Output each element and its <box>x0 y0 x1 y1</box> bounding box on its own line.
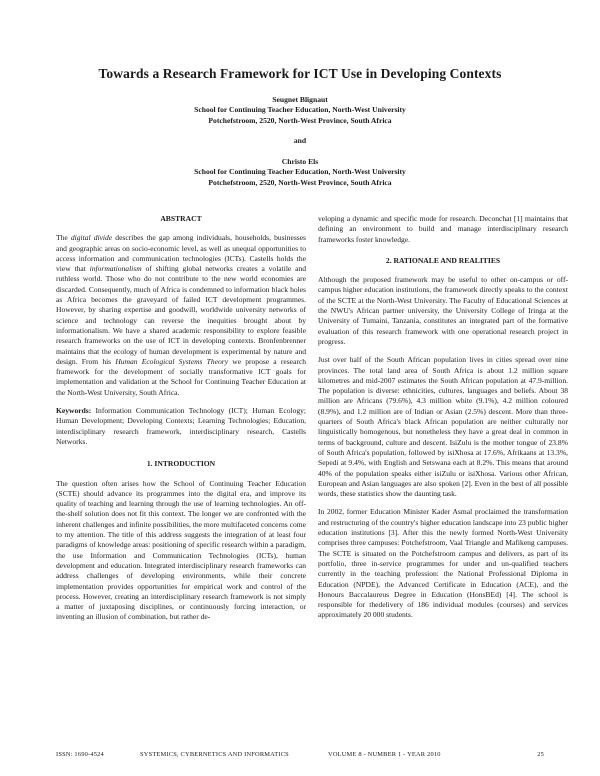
introduction-heading: 1. INTRODUCTION <box>146 459 216 469</box>
author-name: Christo Els <box>281 157 319 166</box>
paper-title: Towards a Research Framework for ICT Use in Developing Contexts <box>98 66 502 81</box>
rationale-paragraph-1: Although the proposed framework may be useful to other on-campus or off-campus higher education institutions, the framework directly speaks to the context of the SCTE at the North-West University. The Faculty of Educational Sciences at the NWU's African partner university, the University College of Iringa at the University of Tumaini, Tanzania, constitutes an integrated part of the formative evaluation of this research framework with one operational research project in progress. <box>318 275 568 346</box>
abstract-paragraph: The digital divide describes the gap among individuals, households, businesses and geographic areas on socio-economic level, as well as unequal opportunities to access information and communication technologies (ICTs). Castells holds the view that informationalism of shifting global networks creates a volatile and ruthless world. Those who do not contribute to the new world economies are discarded. Consequently, much of Africa is condemned to information black holes as Africa becomes the graveyard of failed ICT development programmes. However, by sharing expertise and goodwill, worldwide university networks of science and technology can reverse the inequities brought about by informationalism. We have a shared academic responsibility to explore feasible research frameworks on the use of ICT in developing contexts. Bronfenbrenner maintains that the ecology of human development is experimental by nature and design. From his Human Ecological Systems Theory we propose a research framework for the development of socially transformative ICT goals for implementation and validation at the School for Continuing Teacher Education at the North-West University, South Africa. <box>56 233 307 397</box>
author-name: Seugnet Blignaut <box>272 95 328 104</box>
introduction-continued: veloping a dynamic and specific mode for research. Deconchat [1] maintains that defining an environment to build and manage interdisciplinary research frameworks foster knowledge. <box>318 214 568 244</box>
rationale-paragraph-3: In 2002, former Education Minister Kader Asmal proclaimed the transformation and restructuring of the country's higher education landscape into 23 public higher education institutions [3]. After this the newly formed North-West University comprises three campuses: Potchefstroom, Vaal Triangle and Mafikeng campuses. The SCTE is situated on the Potchefstroom campus and delivers, as part of its portfolio, three in-service programmes for under and un-qualified teachers currently in the teaching profession: the National Professional Diploma in Education (NPDE), the Advanced Certificate in Education (ACE), and the Honours Baccalaureus Degree in Education (HonsBEd) [4]. The school is responsible for thedelivery of 186 individual modules (courses) and services approximately 20 000 students. <box>318 507 568 620</box>
rationale-heading: 2. RATIONALE AND REALITIES <box>385 255 501 265</box>
author-conjunction: and <box>293 136 307 145</box>
introduction-paragraph: The question often arises how the School of Continuing Teacher Education (SCTE) should advance its programmes into the digital era, and improve its quality of teaching and learning through the use of learning technologies. An off-the-shelf solution does not fit this context. The longer we are confronted with the inherent challenges and infinite possibilities, the more multifaceted concerns come to my attention. The title of this address suggests the integration of at least four paradigms of knowledge areas: positioning of specific research within a paradigm, the use Information and Communication Technologies (ICTs), human development and education. Integrated interdisciplinary research frameworks can address challenges of developing environments, while their concrete implementation provides opportunities for empirical work and control of the process. However, creating an interdisciplinary research framework is not simply a matter of juxtaposing disciplines, or continuously forcing interaction, or inventing an illusion of combination, but rather de- <box>56 478 306 622</box>
footer-volume: VOLUME 8 - NUMBER 1 - YEAR 2010 <box>328 751 441 758</box>
left-column <box>56 214 306 623</box>
author-affiliation: School for Continuing Teacher Education, North-West University <box>194 105 406 115</box>
keywords-text: Information Communication Technology (ICT); Human Ecology; Human Development; Developing Contexts; Learning Technologies; Education, interdisciplinary research framework, interdisciplinary research, Castells Networks. <box>56 406 306 446</box>
keywords-label: Keywords: <box>56 406 92 416</box>
author-affiliation: School for Continuing Teacher Education, North-West University <box>194 167 406 177</box>
footer-page-number: 25 <box>537 751 544 758</box>
author-block-2 <box>0 157 600 188</box>
author-block-1 <box>0 95 600 126</box>
rationale-paragraph-2: Just over half of the South African population lives in cities spread over nine provinces. The total land area of South Africa is about 1.2 million square kilometres and mid-2007 estimates the South African population at 47.9-million. The population is diverse: ethnicities, cultures, languages and beliefs. About 38 million are Africans (79.6%), 4.3 million white (9.1%), 4.2 million coloured (8.9%), and 1.2 million are of Indian or Asian (2.5%) descent. More than three-quarters of South Africa's black African population are neither culturally nor linguistically homogenous, but nonetheless they have a great deal in common in terms of background, culture and descent. IsiZulu is the mother tongue of 23.8% of South Africa's population, followed by isiXhosa at 17.6%, Afrikaans at 13.3%, Sepedi at 9.4%, with English and Setswana each at 8.2%. This means that around 40% of the population speaks either isiZulu or isiXhosa. Various other African, European and Asian languages are also spoken [2]. Even in the best of all possible words, these statistics show the daunting task. <box>318 355 568 499</box>
footer-journal: SYSTEMICS, CYBERNETICS AND INFORMATICS <box>140 751 289 758</box>
keywords-paragraph <box>56 406 306 447</box>
right-column <box>318 214 568 621</box>
abstract-heading: ABSTRACT <box>160 214 202 223</box>
footer-issn: ISSN: 1690-4524 <box>56 751 104 758</box>
author-address: Potchefstroom, 2520, North-West Province, South Africa <box>208 115 392 125</box>
author-address: Potchefstroom, 2520, North-West Province, South Africa <box>208 177 392 187</box>
